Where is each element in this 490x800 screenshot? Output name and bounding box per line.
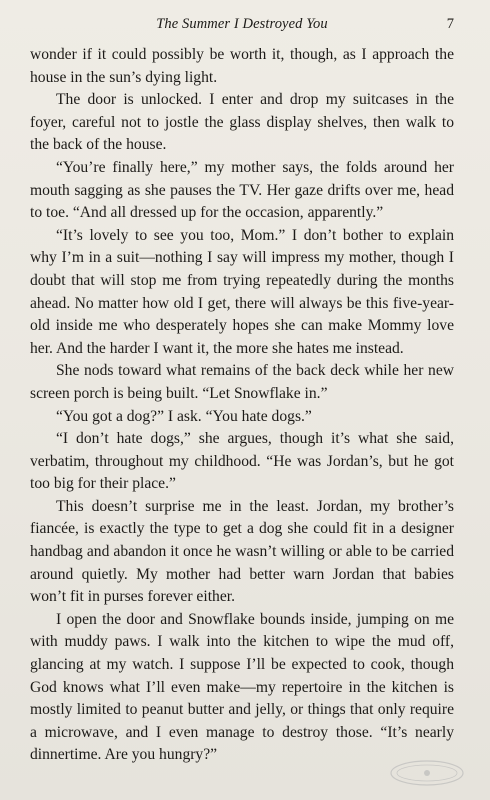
- paragraph: “I don’t hate dogs,” she argues, though it’s what she said, verbatim, throughout my childhood. “He was Jordan’s, but he got too big for their place.”: [30, 430, 454, 493]
- paragraph: “You’re finally here,” my mother says, the folds around her mouth sagging as she pauses the TV. Her gaze drifts over me, head to toe. “And all dressed up for the occasion, apparently.”: [30, 158, 454, 222]
- paragraph: She nods toward what remains of the back deck while her new screen porch is being built. “Let Snowflake in.”: [30, 362, 454, 402]
- page-number: 7: [446, 16, 454, 32]
- paragraph: This doesn’t surprise me in the least. Jordan, my brother’s fiancée, is exactly the type to get a dog she could fit in a designer handbag and abandon it once he wasn’t willing or able to be carried around quietly. My mother had better warn Jordan that babies won’t fit in purses forever either.: [30, 497, 454, 606]
- paragraph: “You got a dog?” I ask. “You hate dogs.”: [56, 407, 312, 425]
- paragraph: “It’s lovely to see you too, Mom.” I don’t bother to explain why I’m in a suit—nothing I say will impress my mother, though I doubt that will stop me from trying repeatedly during the months ahead. No matter how old I get, there will always be this five-year-old inside me who desperately hopes she can make Mommy love her. And the harder I want it, the more she hates me instead.: [30, 226, 454, 357]
- paragraph-continued: wonder if it could possibly be worth it, though, as I approach the house in the sun’s dying light.: [30, 46, 454, 86]
- body-text: [30, 44, 454, 767]
- watermark-stamp: [388, 758, 466, 788]
- paragraph: The door is unlocked. I enter and drop my suitcases in the foyer, careful not to jostle the glass display shelves, then walk to the back of the house.: [30, 91, 454, 154]
- page-header: [30, 14, 454, 40]
- paragraph: I open the door and Snowflake bounds inside, jumping on me with muddy paws. I walk into the kitchen to wipe the mud off, glancing at my watch. I suppose I’ll be expected to cook, though God knows what I’ll even make—my repertoire in the kitchen is mostly limited to peanut butter and jelly, or things that only require a microwave, and I even manage to destroy those. “It’s nearly dinnertime. Are you hungry?”: [30, 610, 454, 764]
- running-title: The Summer I Destroyed You: [156, 16, 328, 32]
